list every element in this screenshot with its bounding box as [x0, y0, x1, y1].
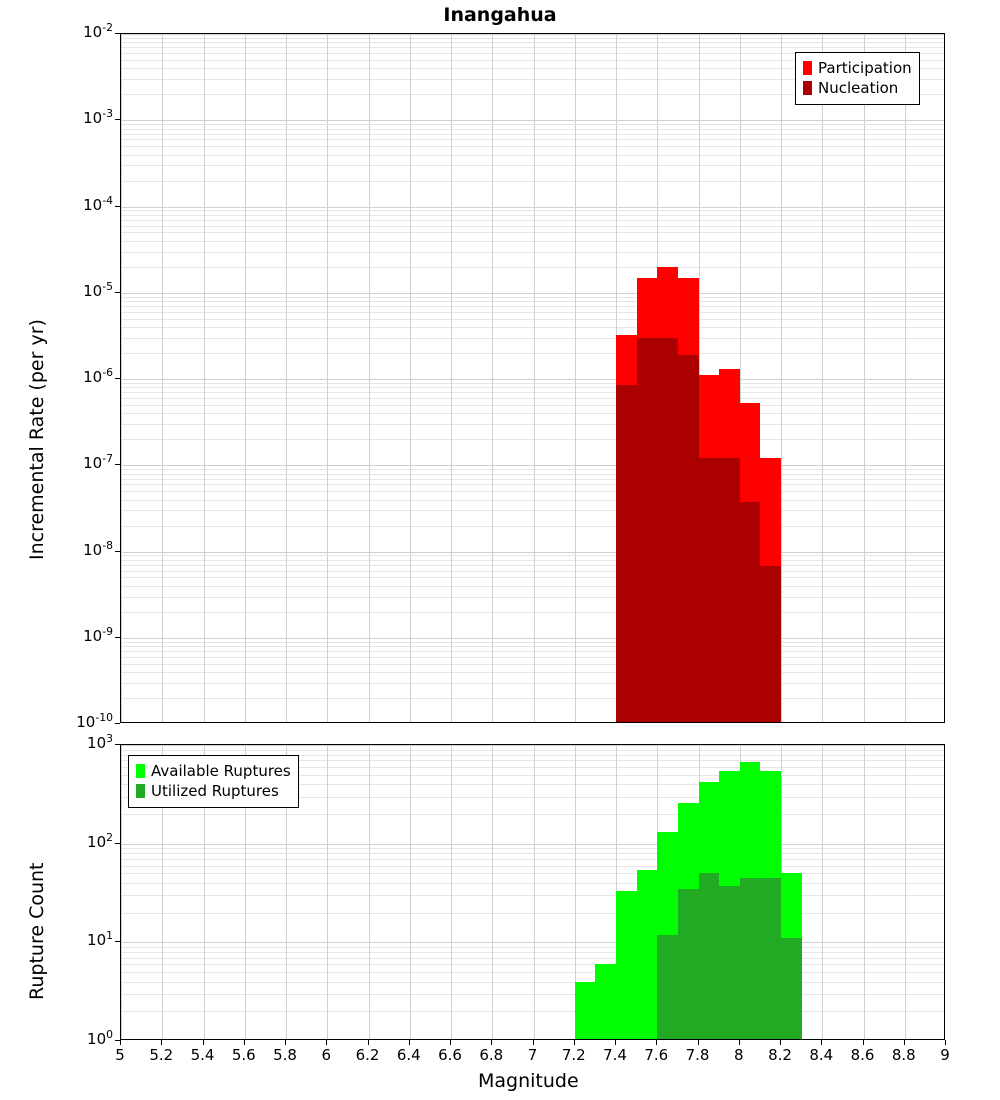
x-tick-label: 5.6: [231, 1046, 256, 1064]
x-tick-label: 7.6: [644, 1046, 669, 1064]
bar: [719, 458, 740, 723]
gridline-vertical: [905, 745, 906, 1039]
bar: [678, 889, 699, 1040]
gridline-vertical: [204, 34, 205, 722]
gridline-vertical: [575, 34, 576, 722]
x-tick-mark: [161, 1040, 162, 1045]
legend-swatch: [136, 764, 145, 778]
x-tick-mark: [409, 1040, 410, 1045]
x-tick-label: 6.6: [438, 1046, 462, 1064]
x-tick-mark: [285, 1040, 286, 1045]
x-tick-mark: [491, 1040, 492, 1045]
magnitude-axis-label: Magnitude: [478, 1070, 579, 1092]
x-tick-mark: [739, 1040, 740, 1045]
x-tick-label: 8: [733, 1046, 744, 1064]
legend-item[interactable]: [136, 781, 291, 801]
x-tick-label: 7.2: [561, 1046, 586, 1064]
y-tick-label: $10^{-7}$: [83, 452, 113, 473]
gridline-vertical: [162, 34, 163, 722]
x-tick-label: 9: [940, 1046, 950, 1064]
x-tick-label: 6.4: [396, 1046, 421, 1064]
y-tick-mark: [115, 551, 120, 552]
gridline-vertical: [451, 34, 452, 722]
y-tick-mark: [115, 378, 120, 379]
x-tick-mark: [945, 1040, 946, 1045]
x-tick-label: 7: [527, 1046, 538, 1064]
legend-label: Utilized Ruptures: [151, 782, 279, 800]
bar: [781, 938, 802, 1040]
bar: [657, 935, 678, 1040]
gridline-vertical: [492, 34, 493, 722]
bar: [657, 338, 678, 723]
y-tick-label: $10^{-9}$: [83, 624, 113, 645]
bar: [678, 355, 699, 723]
y-tick-mark: [115, 723, 120, 724]
x-tick-label: 8.6: [850, 1046, 875, 1064]
y-tick-label: $10^1$: [87, 929, 113, 950]
chart-title: Inangahua: [443, 4, 557, 26]
legend-swatch: [136, 784, 145, 798]
gridline-vertical: [369, 745, 370, 1039]
x-tick-label: 5.4: [190, 1046, 215, 1064]
x-tick-mark: [904, 1040, 905, 1045]
x-tick-label: 8.8: [891, 1046, 916, 1064]
x-tick-mark: [615, 1040, 616, 1045]
x-tick-mark: [450, 1040, 451, 1045]
gridline-vertical: [451, 745, 452, 1039]
x-tick-mark: [120, 1040, 121, 1045]
y-tick-label: $10^{-10}$: [76, 711, 113, 731]
x-tick-mark: [368, 1040, 369, 1045]
gridline-vertical: [864, 745, 865, 1039]
bar: [616, 385, 637, 723]
gridline-vertical: [822, 745, 823, 1039]
gridline-vertical: [327, 745, 328, 1039]
y-tick-label: $10^2$: [87, 830, 113, 851]
gridline-vertical: [410, 745, 411, 1039]
x-tick-mark: [244, 1040, 245, 1045]
x-tick-mark: [656, 1040, 657, 1045]
y-tick-label: $10^{-6}$: [83, 366, 113, 386]
legend-item[interactable]: [803, 58, 912, 78]
gridline-vertical: [822, 34, 823, 722]
y-tick-label: $10^{-3}$: [83, 107, 113, 128]
gridline-vertical: [121, 745, 122, 1039]
rupture-count-legend: [128, 755, 299, 808]
gridline-vertical: [492, 745, 493, 1039]
x-tick-label: 6.8: [479, 1046, 504, 1064]
x-tick-label: 7.4: [603, 1046, 627, 1064]
x-tick-label: 6: [321, 1046, 332, 1064]
y-tick-mark: [115, 119, 120, 120]
gridline-vertical: [327, 34, 328, 722]
legend-item[interactable]: [136, 761, 291, 781]
y-tick-label: $10^0$: [87, 1028, 113, 1048]
incremental-rate-legend: [795, 52, 920, 105]
y-tick-label: $10^3$: [87, 732, 113, 752]
bar: [637, 870, 658, 1040]
x-tick-label: 8.2: [768, 1046, 792, 1064]
bar: [699, 873, 720, 1040]
legend-label: Participation: [818, 59, 912, 77]
y-tick-label: $10^{-4}$: [83, 193, 113, 214]
legend-label: Nucleation: [818, 79, 899, 97]
bar: [595, 964, 616, 1040]
bar: [760, 878, 781, 1040]
x-tick-label: 8.4: [809, 1046, 834, 1064]
y-tick-label: $10^{-8}$: [83, 538, 113, 559]
y-tick-mark: [115, 464, 120, 465]
y-tick-mark: [115, 292, 120, 293]
bar: [699, 458, 720, 723]
x-tick-mark: [326, 1040, 327, 1045]
bar: [740, 878, 761, 1040]
y-tick-mark: [115, 637, 120, 638]
gridline-vertical: [369, 34, 370, 722]
x-tick-mark: [533, 1040, 534, 1045]
x-tick-mark: [203, 1040, 204, 1045]
bar: [637, 338, 658, 723]
bar: [616, 891, 637, 1040]
y-tick-label: $10^{-2}$: [83, 21, 113, 41]
x-tick-label: 5.2: [149, 1046, 174, 1064]
x-tick-mark: [574, 1040, 575, 1045]
rupture-count-y-axis-label: Rupture Count: [26, 862, 48, 1000]
legend-swatch: [803, 81, 812, 95]
x-tick-mark: [821, 1040, 822, 1045]
legend-item[interactable]: [803, 78, 912, 98]
x-tick-mark: [863, 1040, 864, 1045]
gridline-vertical: [864, 34, 865, 722]
x-tick-mark: [698, 1040, 699, 1045]
gridline-vertical: [781, 34, 782, 722]
gridline-vertical: [905, 34, 906, 722]
y-tick-label: $10^{-5}$: [83, 279, 113, 300]
y-tick-mark: [115, 744, 120, 745]
gridline-vertical: [121, 34, 122, 722]
y-tick-mark: [115, 941, 120, 942]
y-tick-mark: [115, 843, 120, 844]
legend-label: Available Ruptures: [151, 762, 291, 780]
bar: [760, 566, 781, 723]
incremental-rate-plot: [120, 33, 945, 723]
bar: [575, 982, 596, 1040]
bar: [719, 886, 740, 1040]
x-tick-label: 7.8: [685, 1046, 710, 1064]
x-tick-label: 6.2: [355, 1046, 380, 1064]
gridline-vertical: [245, 34, 246, 722]
bar: [740, 502, 761, 723]
x-tick-mark: [780, 1040, 781, 1045]
incremental-rate-y-axis-label: Incremental Rate (per yr): [26, 319, 48, 560]
x-tick-label: 5: [115, 1046, 125, 1064]
gridline-vertical: [286, 34, 287, 722]
gridline-vertical: [410, 34, 411, 722]
gridline-vertical: [534, 745, 535, 1039]
gridline-vertical: [534, 34, 535, 722]
y-tick-mark: [115, 33, 120, 34]
y-tick-mark: [115, 206, 120, 207]
legend-swatch: [803, 61, 812, 75]
x-tick-label: 5.8: [273, 1046, 297, 1064]
